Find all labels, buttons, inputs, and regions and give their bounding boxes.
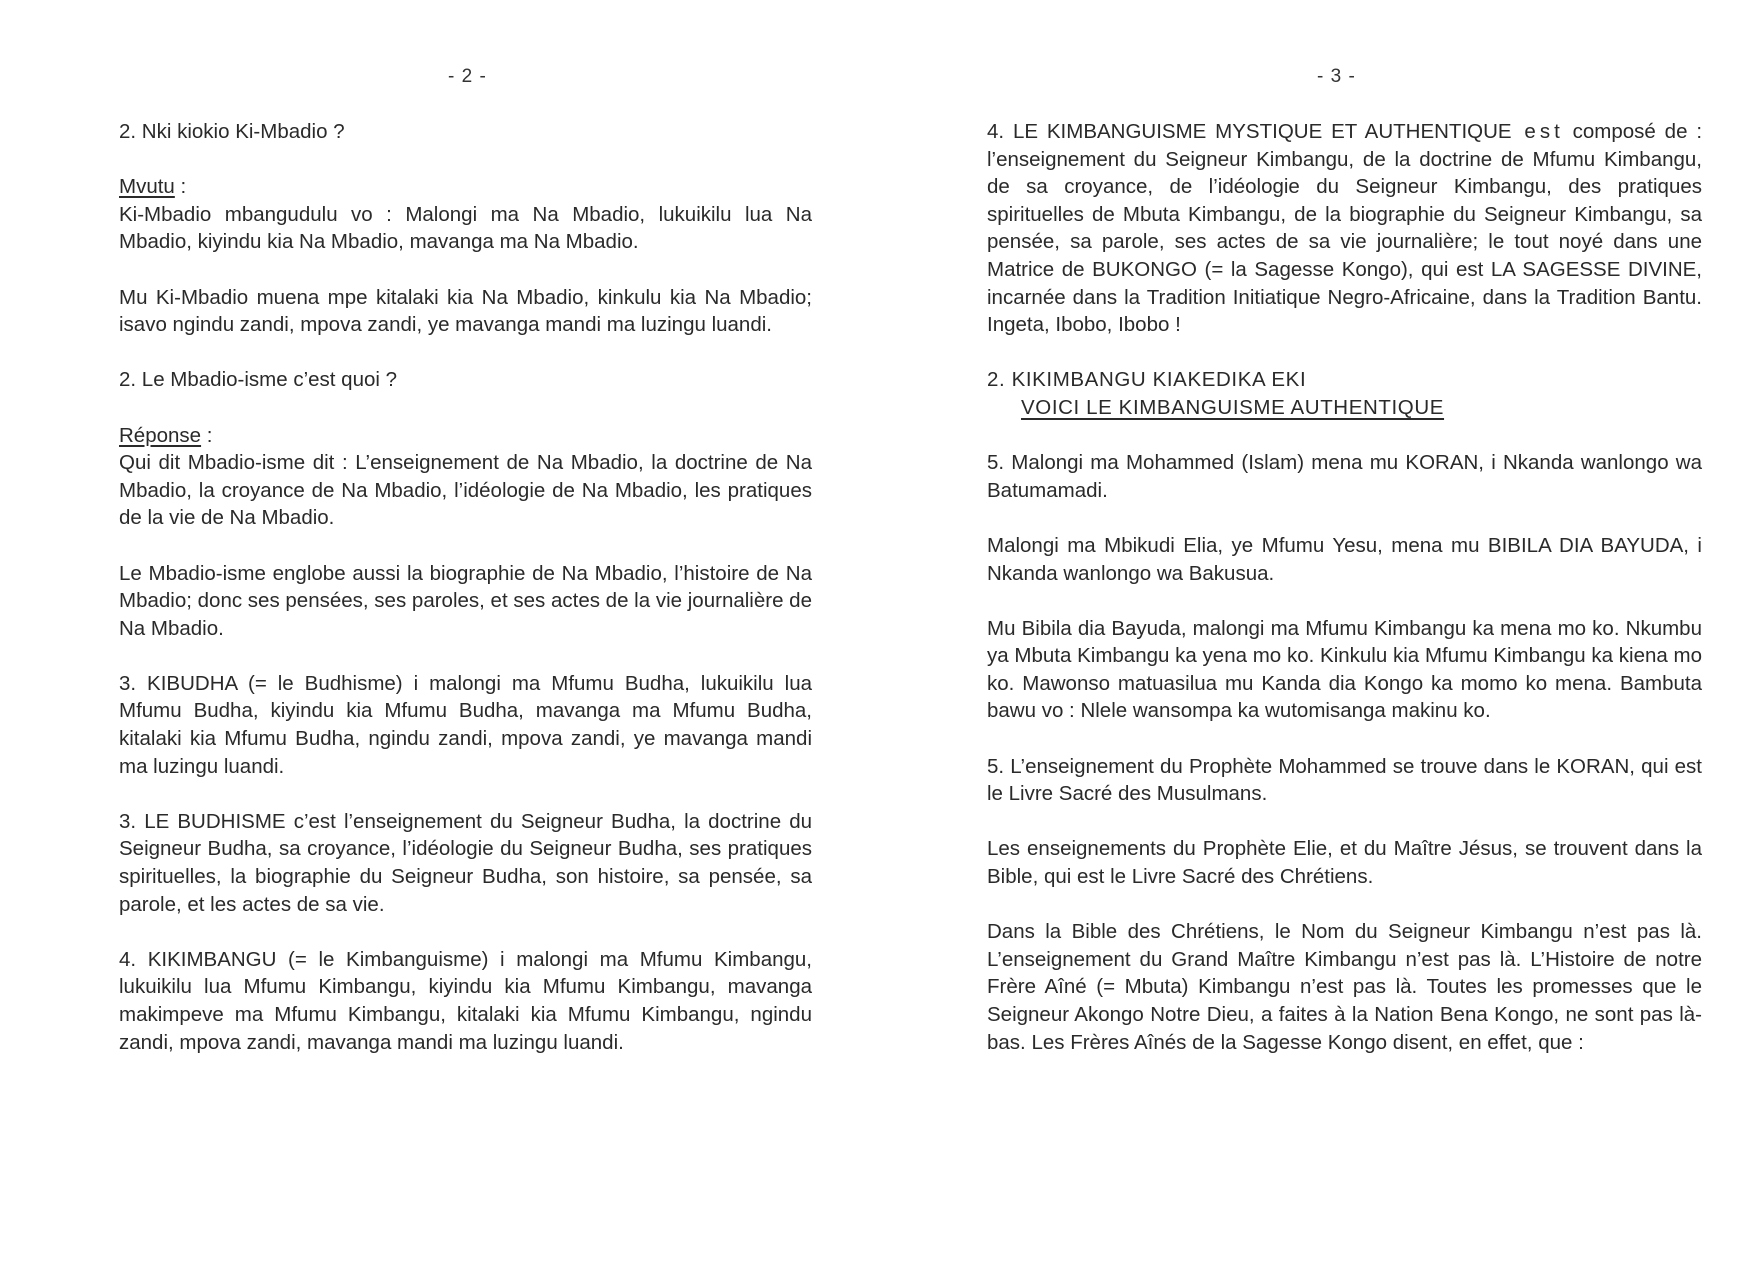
answer-label	[119, 422, 812, 450]
answer-label	[119, 173, 812, 201]
section-heading	[987, 366, 1702, 421]
paragraph-body: composé de : l’enseignement du Seigneur Kimbangu, de la doctrine de Mfumu Kimbangu, de sa croyance, de l’idéologie du Seigneur Kimbangu, des pratiques spirituelles de Mbuta Kimbangu, de la biographie du Seigneur Kimbangu, sa pensée, sa parole, ses actes de sa vie journalière; le tout noyé dans une Matrice de BUKONGO (= la Sagesse Kongo), qui est LA SAGESSE DIVINE, incarnée dans la Tradition Initiatique Negro-Africaine, dans la Tradition Bantu. Ingeta, Ibobo, Ibobo !	[987, 120, 1703, 337]
paragraph	[987, 118, 1702, 339]
section-heading-line-1: 2. KIKIMBANGU KIAKEDIKA EKI	[987, 368, 1307, 392]
paragraph: 4. KIKIMBANGU (= le Kimbanguisme) i malongi ma Mfumu Kimbangu, lukuikilu lua Mfumu Kimbangu, kiyindu kia Mfumu Kimbangu, mavanga makimpeve ma Mfumu Kimbangu, kitalaki kia Mfumu Kimbangu, ngindu zandi, mpova zandi, mavanga mandi ma luzingu luandi.	[119, 947, 812, 1054]
question-heading: 2. Nki kiokio Ki-Mbadio ?	[119, 120, 345, 143]
answer-label-colon: :	[201, 423, 213, 447]
paragraph: Ki-Mbadio mbangudulu vo : Malongi ma Na Mbadio, lukuikilu lua Na Mbadio, kiyindu kia Na Mbadio, mavanga ma Na Mbadio.	[119, 202, 812, 254]
paragraph: 3. LE BUDHISME c’est l’enseignement du Seigneur Budha, la doctrine du Seigneur Budha, sa croyance, l’idéologie du Seigneur Budha, ses pratiques spirituelles, la biographie du Seigneur Budha, son histoire, sa pensée, sa parole, et les actes de sa vie.	[119, 809, 812, 916]
answer-label-text: Mvutu	[119, 175, 175, 199]
paragraph: Dans la Bible des Chrétiens, le Nom du Seigneur Kimbangu n’est pas là. L’enseignement du Grand Maître Kimbangu n’est pas là. L’Histoire de notre Frère Aîné (= Mbuta) Kimbangu n’est pas là. Toutes les promesses que le Seigneur Akongo Notre Dieu, a faites à la Nation Bena Kongo, ne sont pas là-bas. Les Frères Aînés de la Sagesse Kongo disent, en effet, que :	[987, 920, 1702, 1054]
right-text-column	[987, 118, 1702, 1084]
paragraph: 3. KIBUDHA (= le Budhisme) i malongi ma Mfumu Budha, lukuikilu lua Mfumu Budha, kiyindu kia Mfumu Budha, mavanga ma Mfumu Budha, kitalaki kia Mfumu Budha, ngindu zandi, mpova zandi, ye mavanga mandi ma luzingu luandi.	[119, 671, 812, 778]
paragraph: Qui dit Mbadio-isme dit : L’enseignement de Na Mbadio, la doctrine de Na Mbadio, la croyance de Na Mbadio, l’idéologie de Na Mbadio, les pratiques de la vie de Na Mbadio.	[119, 451, 812, 530]
paragraph-verb: est	[1511, 120, 1564, 143]
answer-label-text: Réponse	[119, 423, 202, 447]
paragraph: Les enseignements du Prophète Elie, et du Maître Jésus, se trouvent dans la Bible, qui est le Livre Sacré des Chrétiens.	[987, 837, 1702, 889]
left-page	[0, 0, 860, 1274]
section-heading-line-2: VOICI LE KIMBANGUISME AUTHENTIQUE	[1021, 395, 1445, 419]
question-heading: 2. Le Mbadio-isme c’est quoi ?	[119, 368, 398, 392]
page-number: - 3 -	[1317, 66, 1356, 87]
paragraph: Malongi ma Mbikudi Elia, ye Mfumu Yesu, mena mu BIBILA DIA BAYUDA, i Nkanda wanlongo wa Bakusua.	[987, 533, 1702, 585]
right-page	[860, 0, 1755, 1274]
answer-label-colon: :	[174, 175, 187, 199]
left-text-column	[119, 118, 812, 1084]
paragraph: 5. L’enseignement du Prophète Mohammed se trouve dans le KORAN, qui est le Livre Sacré des Musulmans.	[987, 754, 1702, 806]
page-number: - 2 -	[448, 66, 487, 87]
paragraph: Mu Bibila dia Bayuda, malongi ma Mfumu Kimbangu ka mena mo ko. Nkumbu ya Mbuta Kimbangu ka yena mo ko. Kinkulu kia Mfumu Kimbangu ka kiena mo ko. Mawonso matuasilua mu Kanda dia Kongo ka momo ko mena. Bambuta bawu vo : Nlele wansompa ka wutomisanga makinu ko.	[987, 616, 1702, 723]
paragraph: Le Mbadio-isme englobe aussi la biographie de Na Mbadio, l’histoire de Na Mbadio; donc ses pensées, ses paroles, et ses actes de la vie journalière de Na Mbadio.	[119, 561, 812, 640]
paragraph: 5. Malongi ma Mohammed (Islam) mena mu KORAN, i Nkanda wanlongo wa Batumamadi.	[987, 451, 1702, 502]
paragraph: Mu Ki-Mbadio muena mpe kitalaki kia Na Mbadio, kinkulu kia Na Mbadio; isavo ngindu zandi, mpova zandi, ye mavanga mandi ma luzingu luandi.	[119, 285, 812, 337]
paragraph-lead: 4. LE KIMBANGUISME MYSTIQUE ET AUTHENTIQUE	[987, 120, 1512, 143]
